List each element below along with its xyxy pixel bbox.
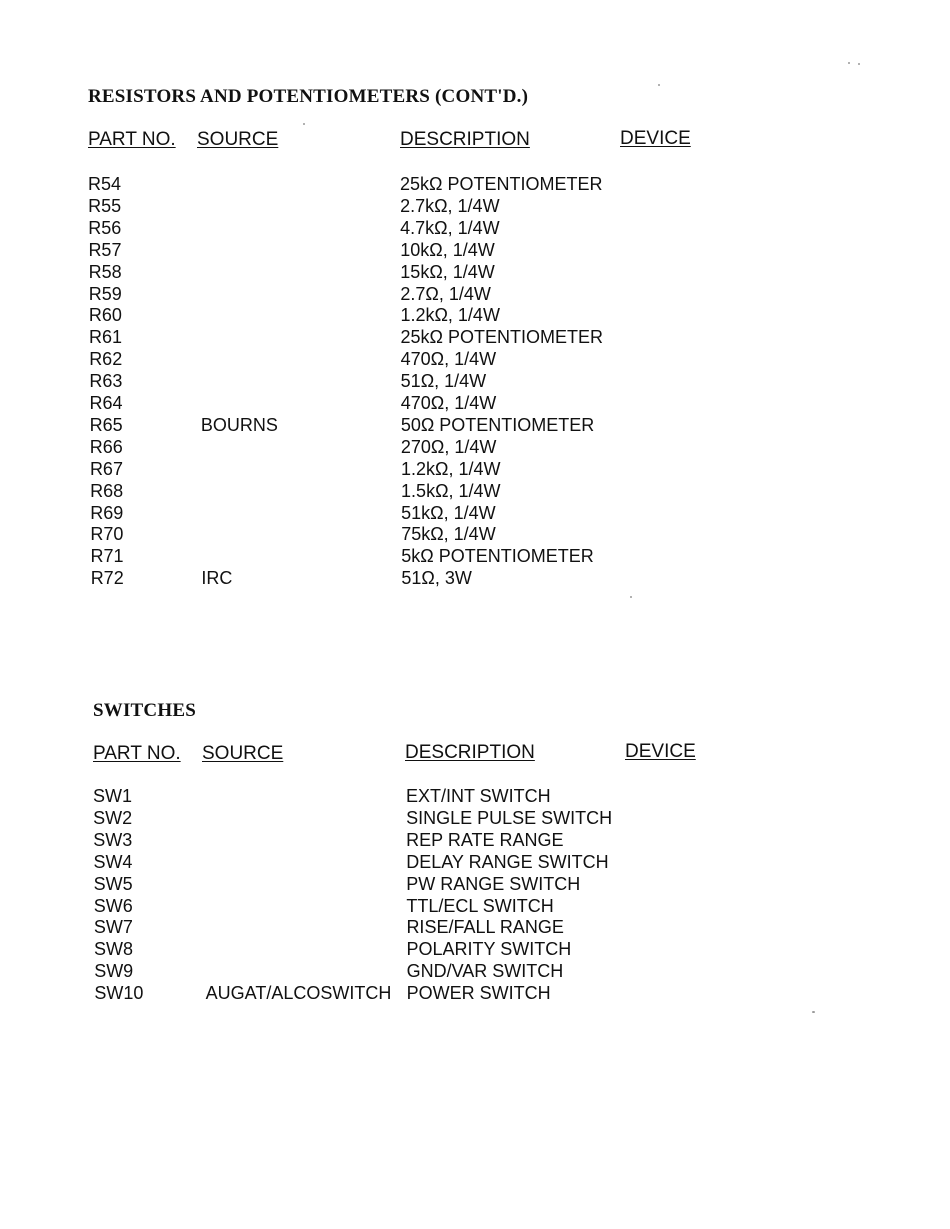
- description-cell: 2.7kΩ, 1/4W: [400, 195, 500, 216]
- description-cell: 51kΩ, 1/4W: [401, 502, 496, 523]
- description-cell: 10kΩ, 1/4W: [400, 239, 495, 260]
- description-cell: 51Ω, 3W: [401, 568, 472, 589]
- part-no-cell: SW5: [93, 873, 133, 894]
- table-row: [88, 174, 788, 196]
- description-cell: POWER SWITCH: [406, 983, 551, 1004]
- table-row: [88, 503, 788, 525]
- table-row: [88, 415, 788, 437]
- description-cell: 51Ω, 1/4W: [400, 371, 487, 392]
- table-row: [93, 961, 793, 983]
- source-cell: AUGAT/ALCOSWITCH: [205, 983, 392, 1004]
- table-row: [88, 546, 788, 568]
- table-row: [88, 349, 788, 371]
- description-cell: 75kΩ, 1/4W: [401, 524, 496, 545]
- part-no-cell: SW10: [94, 983, 144, 1004]
- table-row: [93, 896, 793, 918]
- description-cell: 1.2kΩ, 1/4W: [400, 458, 501, 479]
- switches-header-device: DEVICE: [625, 741, 696, 762]
- description-cell: 25kΩ POTENTIOMETER: [400, 174, 603, 194]
- part-no-cell: R68: [90, 480, 124, 501]
- part-no-cell: R61: [89, 327, 123, 348]
- description-cell: SINGLE PULSE SWITCH: [406, 807, 613, 828]
- description-cell: 470Ω, 1/4W: [400, 393, 497, 413]
- description-cell: EXT/INT SWITCH: [406, 786, 551, 806]
- part-no-cell: R58: [88, 261, 122, 282]
- table-row: [93, 917, 793, 939]
- switches-header-part: PART NO.: [93, 743, 181, 764]
- resistors-section-title: RESISTORS AND POTENTIOMETERS (CONT'D.): [88, 86, 529, 107]
- table-row: [88, 437, 788, 459]
- table-row: [93, 830, 793, 852]
- part-no-cell: SW6: [93, 895, 133, 916]
- table-row: [93, 939, 793, 961]
- table-row: [88, 481, 788, 503]
- switches-section: [93, 700, 793, 1030]
- table-row: [93, 786, 793, 808]
- part-no-cell: R69: [90, 502, 124, 523]
- description-cell: 2.7Ω, 1/4W: [400, 283, 491, 304]
- description-cell: 50Ω POTENTIOMETER: [400, 414, 595, 435]
- table-row: [88, 393, 788, 415]
- scan-speck: [848, 62, 850, 64]
- part-no-cell: R62: [89, 349, 123, 370]
- part-no-cell: SW8: [94, 939, 134, 960]
- part-no-cell: R70: [90, 524, 124, 545]
- resistors-section: [88, 86, 788, 606]
- description-cell: POLARITY SWITCH: [406, 939, 572, 960]
- part-no-cell: SW1: [93, 786, 133, 806]
- source-cell: IRC: [201, 568, 233, 589]
- scan-speck: [658, 84, 660, 86]
- part-no-cell: SW4: [93, 851, 133, 872]
- description-cell: 25kΩ POTENTIOMETER: [400, 327, 603, 348]
- part-no-cell: R65: [89, 414, 123, 435]
- table-row: [88, 459, 788, 481]
- part-no-cell: R66: [89, 436, 123, 457]
- part-no-cell: R60: [88, 305, 122, 326]
- part-no-cell: SW9: [94, 961, 134, 982]
- part-no-cell: R56: [88, 217, 122, 238]
- switches-table-body: [93, 786, 793, 1016]
- part-no-cell: R54: [88, 174, 122, 194]
- description-cell: GND/VAR SWITCH: [406, 961, 564, 982]
- switches-header-source: SOURCE: [202, 743, 284, 764]
- resistors-header-device: DEVICE: [620, 128, 691, 149]
- description-cell: 5kΩ POTENTIOMETER: [401, 546, 594, 567]
- description-cell: DELAY RANGE SWITCH: [406, 851, 609, 872]
- table-row: [88, 524, 788, 546]
- description-cell: PW RANGE SWITCH: [406, 873, 581, 894]
- switches-section-title: SWITCHES: [93, 700, 196, 721]
- table-row: [88, 568, 788, 590]
- source-cell: BOURNS: [200, 414, 278, 435]
- part-no-cell: R67: [89, 458, 123, 479]
- scan-speck: [630, 596, 632, 598]
- table-row: [93, 983, 793, 1005]
- part-no-cell: SW3: [93, 829, 133, 850]
- description-cell: 1.5kΩ, 1/4W: [401, 480, 501, 501]
- part-no-cell: R63: [89, 371, 123, 392]
- scan-speck: [303, 123, 305, 125]
- table-row: [88, 262, 788, 284]
- resistors-table-body: [88, 174, 788, 594]
- scan-speck: [858, 63, 860, 65]
- table-row: [88, 240, 788, 262]
- description-cell: TTL/ECL SWITCH: [406, 895, 554, 916]
- table-row: [88, 284, 788, 306]
- scan-speck: [812, 1011, 815, 1013]
- description-cell: REP RATE RANGE: [406, 829, 564, 850]
- part-no-cell: R59: [88, 283, 122, 304]
- resistors-header-part: PART NO.: [88, 129, 176, 150]
- table-row: [93, 874, 793, 896]
- table-row: [88, 327, 788, 349]
- table-row: [88, 196, 788, 218]
- table-row: [88, 305, 788, 327]
- part-no-cell: R55: [88, 195, 122, 216]
- part-no-cell: R72: [90, 568, 124, 589]
- part-no-cell: SW2: [93, 807, 133, 828]
- description-cell: 1.2kΩ, 1/4W: [400, 305, 500, 326]
- table-row: [88, 371, 788, 393]
- description-cell: 15kΩ, 1/4W: [400, 261, 495, 282]
- description-cell: 270Ω, 1/4W: [400, 436, 497, 457]
- table-row: [93, 808, 793, 830]
- part-no-cell: R71: [90, 546, 124, 567]
- table-row: [88, 218, 788, 240]
- part-no-cell: R64: [89, 393, 123, 413]
- resistors-header-source: SOURCE: [197, 129, 279, 150]
- description-cell: RISE/FALL RANGE: [406, 917, 564, 938]
- description-cell: 4.7kΩ, 1/4W: [400, 217, 500, 238]
- part-no-cell: R57: [88, 239, 122, 260]
- description-cell: 470Ω, 1/4W: [400, 349, 497, 370]
- table-row: [93, 852, 793, 874]
- part-no-cell: SW7: [93, 917, 133, 938]
- resistors-header-description: DESCRIPTION: [400, 129, 530, 150]
- switches-header-description: DESCRIPTION: [405, 742, 535, 763]
